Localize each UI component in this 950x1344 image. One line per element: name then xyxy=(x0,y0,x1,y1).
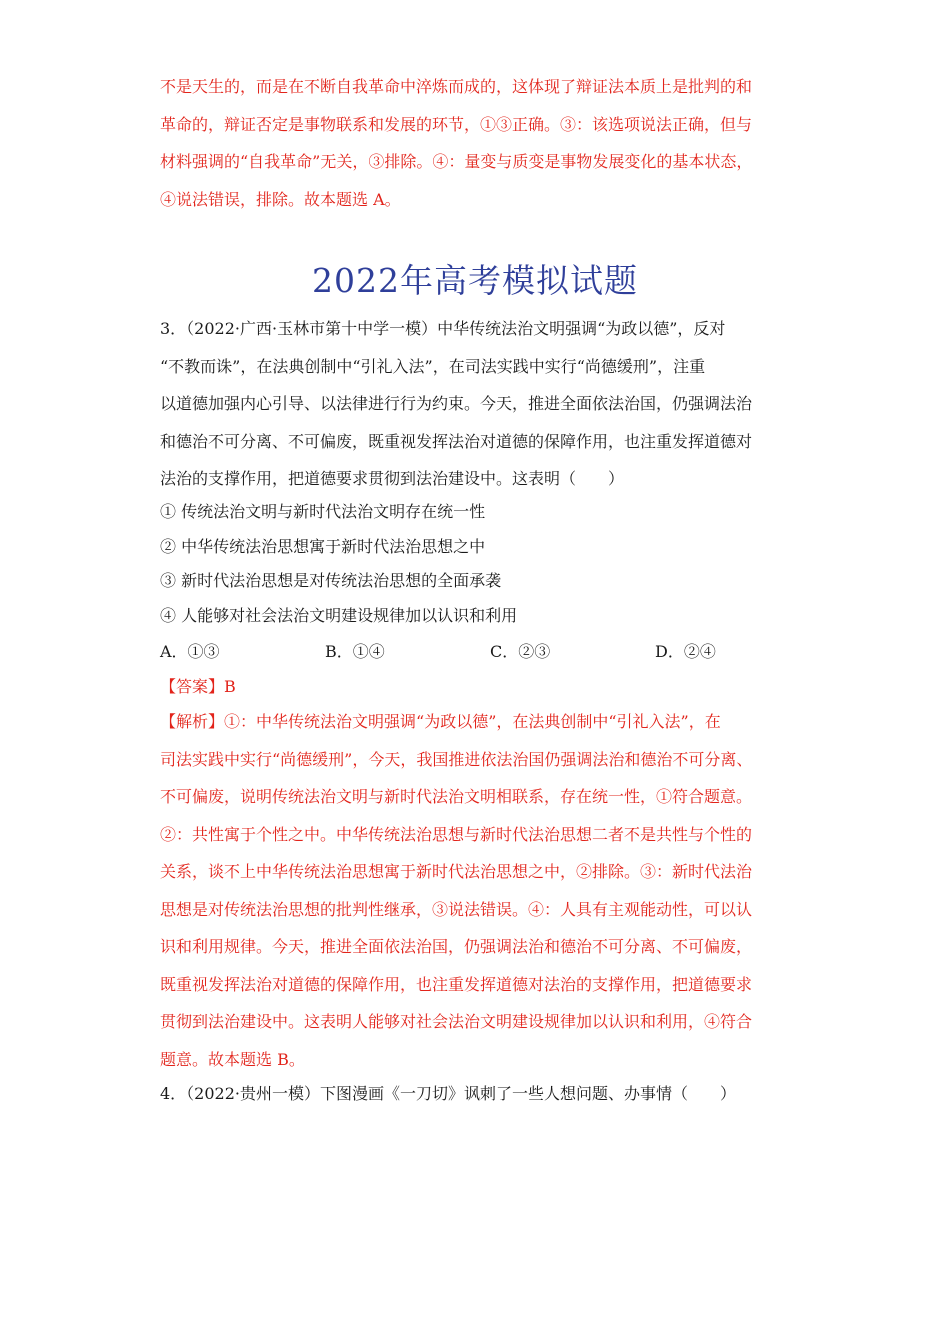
analysis-label: 【解析】 xyxy=(160,712,225,731)
question-3-stem xyxy=(160,310,800,498)
analysis xyxy=(160,703,800,1078)
option-c: C．②③ xyxy=(490,642,551,661)
statement-2: ② 中华传统法治思想寓于新时代法治思想之中 xyxy=(160,536,486,556)
option-a: A．①③ xyxy=(160,642,220,661)
analysis-line: 关系，谈不上中华传统法治思想寓于新时代法治思想之中，②排除。③：新时代法治 xyxy=(160,862,753,881)
q3-stem-line: 和德治不可分离、不可偏废，既重视发挥法治对道德的保障作用，也注重发挥道德对 xyxy=(160,431,753,451)
analysis-line: 思想是对传统法治思想的批判性继承，③说法错误。④：人具有主观能动性，可以认 xyxy=(160,899,753,919)
answer-value: B xyxy=(224,677,236,696)
option-d: D．②④ xyxy=(655,642,716,661)
analysis-line: 题意。故本题选 B。 xyxy=(160,1049,305,1069)
q4-stem-line: 4．（2022·贵州一模）下图漫画《一刀切》讽刺了一些人想问题、办事情（ ） xyxy=(160,1084,736,1103)
analysis-line: ①：中华传统法治文明强调“为政以德”，在法典创制中“引礼入法”，在 xyxy=(224,712,721,731)
q3-stem-line: 法治的支撑作用，把道德要求贯彻到法治建设中。这表明（ ） xyxy=(160,469,625,488)
statement-3: ③ 新时代法治思想是对传统法治思想的全面承袭 xyxy=(160,571,502,590)
answer-label: 【答案】 xyxy=(160,677,225,696)
analysis-line: 识和利用规律。今天，推进全面依法治国，仍强调法治和德治不可分离、不可偏废， xyxy=(160,937,753,956)
prev-explanation-line: ④说法错误，排除。故本题选 A。 xyxy=(160,189,401,209)
prev-explanation-line: 不是天生的，而是在不断自我革命中淬炼而成的，这体现了辩证法本质上是批判的和 xyxy=(160,77,753,96)
question-4-stem xyxy=(160,1075,800,1113)
prev-explanation-line: 革命的，辩证否定是事物联系和发展的环节，①③正确。③：该选项说法正确，但与 xyxy=(160,114,753,134)
analysis-line: 不可偏废，说明传统法治文明与新时代法治文明相联系，存在统一性，①符合题意。 xyxy=(160,787,753,806)
answer-line xyxy=(160,668,800,706)
analysis-line: 司法实践中实行“尚德缓刑”，今天，我国推进依法治国仍强调法治和德治不可分离、 xyxy=(160,749,753,769)
statement-1: ① 传统法治文明与新时代法治文明存在统一性 xyxy=(160,502,486,521)
analysis-line: 既重视发挥法治对道德的保障作用，也注重发挥道德对法治的支撑作用，把道德要求 xyxy=(160,974,753,994)
q3-stem-line: “不教而诛”，在法典创制中“引礼入法”，在司法实践中实行“尚德缓刑”，注重 xyxy=(160,356,706,376)
analysis-line: 贯彻到法治建设中。这表明人能够对社会法治文明建设规律加以认识和利用，④符合 xyxy=(160,1012,753,1031)
question-3-statements xyxy=(160,495,800,633)
q3-stem-line: 以道德加强内心引导、以法律进行行为约束。今天，推进全面依法治国，仍强调法治 xyxy=(160,394,753,413)
previous-explanation xyxy=(160,68,800,218)
section-title: 2022年高考模拟试题 xyxy=(312,261,638,300)
analysis-line: ②：共性寓于个性之中。中华传统法治思想与新时代法治思想二者不是共性与个性的 xyxy=(160,824,753,844)
q3-stem-line: 3．（2022·广西·玉林市第十中学一模）中华传统法治文明强调“为政以德”，反对 xyxy=(160,319,726,338)
option-b: B．①④ xyxy=(325,642,385,661)
prev-explanation-line: 材料强调的“自我革命”无关，③排除。④：量变与质变是事物发展变化的基本状态， xyxy=(160,152,753,171)
statement-4: ④ 人能够对社会法治文明建设规律加以认识和利用 xyxy=(160,605,518,625)
